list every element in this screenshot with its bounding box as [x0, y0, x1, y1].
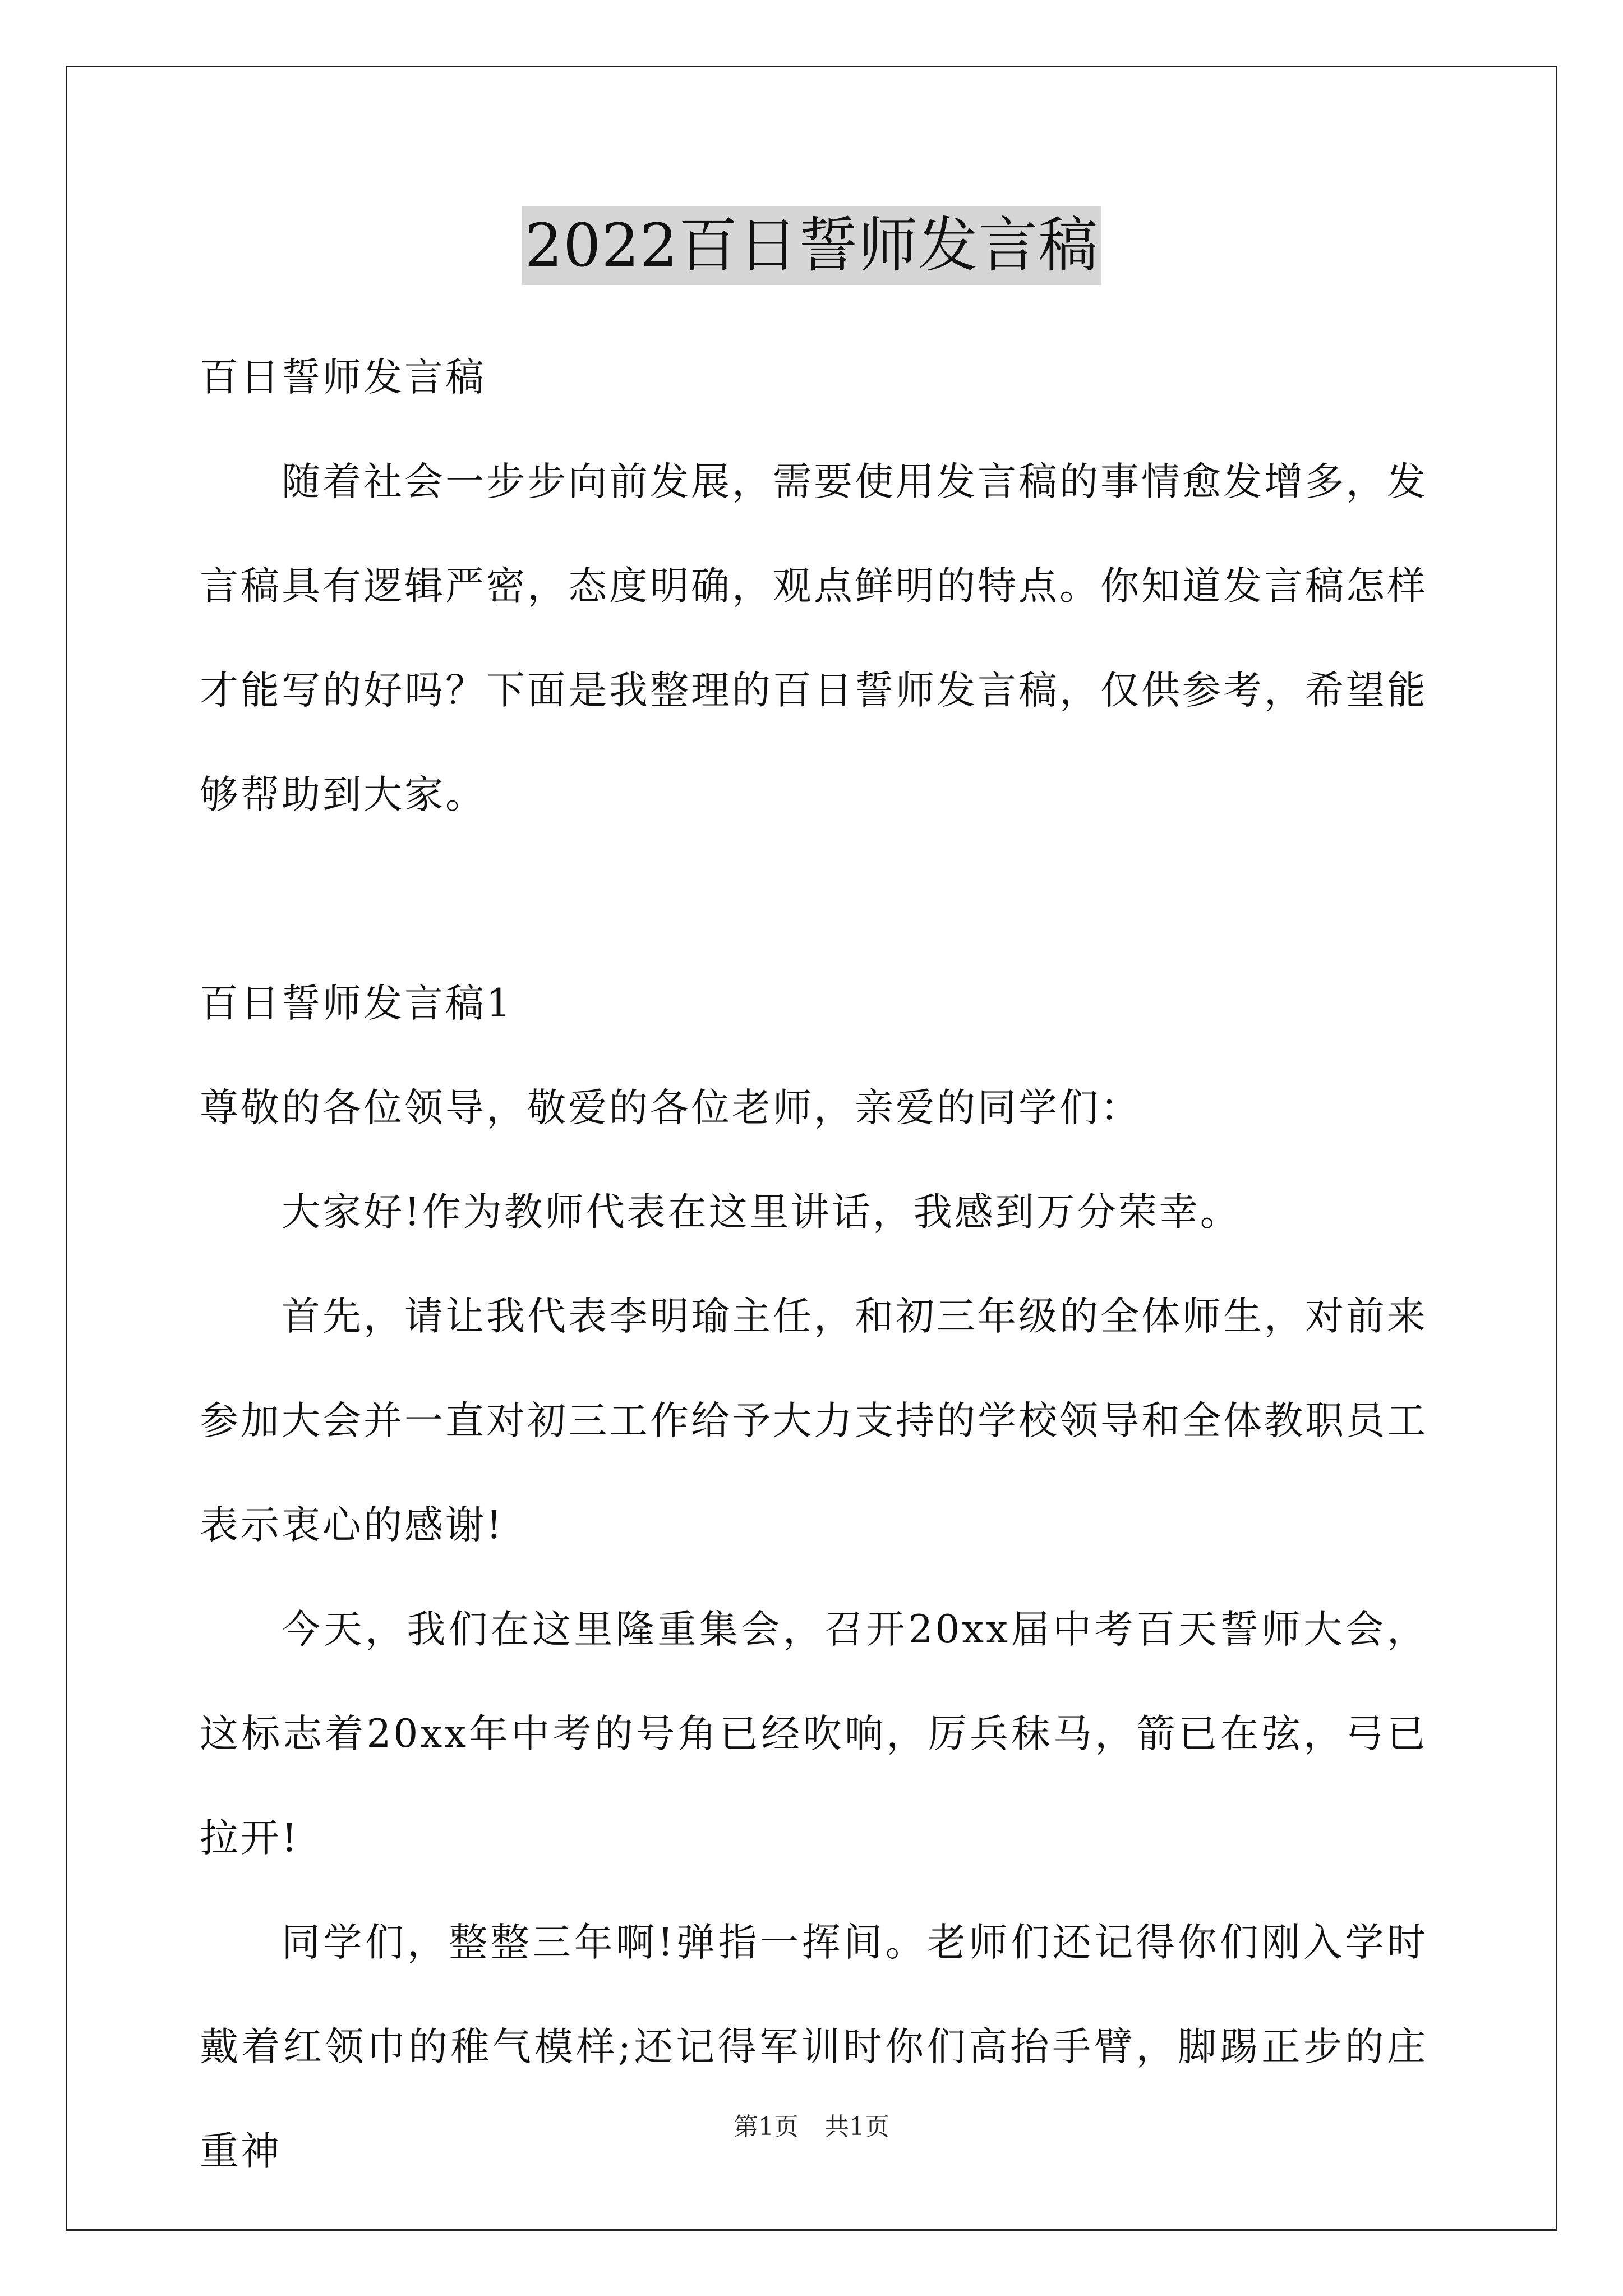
paragraph: 同学们，整整三年啊!弹指一挥间。老师们还记得你们刚入学时戴着红领巾的稚气模样;还记得军训时你们高抬手臂，脚踢正步的庄重神: [200, 1920, 1428, 2174]
document-title: 2022百日誓师发言稿: [522, 206, 1102, 285]
intro-paragraph: 随着社会一步步向前发展，需要使用发言稿的事情愈发增多，发言稿具有逻辑严密，态度明确，观点鲜明的特点。你知道发言稿怎样才能写的好吗？下面是我整理的百日誓师发言稿，仅供参考，希望能够帮助到大家。: [200, 459, 1428, 817]
document-body: [200, 325, 1428, 2203]
subtitle: 百日誓师发言稿: [200, 355, 486, 400]
paragraph: 大家好!作为教师代表在这里讲话，我感到万分荣幸。: [282, 1190, 1241, 1235]
paragraph: 今天，我们在这里隆重集会，召开20xx届中考百天誓师大会，这标志着20xx年中考的号角已经吹响，厉兵秣马，箭已在弦，弓已拉开!: [200, 1607, 1428, 1861]
section-title: 百日誓师发言稿1: [200, 981, 513, 1026]
page-total: 共1页: [824, 2113, 889, 2141]
page-number: 第1页: [734, 2113, 799, 2141]
paragraph: 首先，请让我代表李明瑜主任，和初三年级的全体师生，对前来参加大会并一直对初三工作给予大力支持的学校领导和全体教职员工表示衷心的感谢!: [200, 1294, 1428, 1548]
page-footer: [0, 2110, 1623, 2144]
title-container: [0, 206, 1623, 285]
salutation: 尊敬的各位领导，敬爱的各位老师，亲爱的同学们：: [200, 1085, 1141, 1130]
